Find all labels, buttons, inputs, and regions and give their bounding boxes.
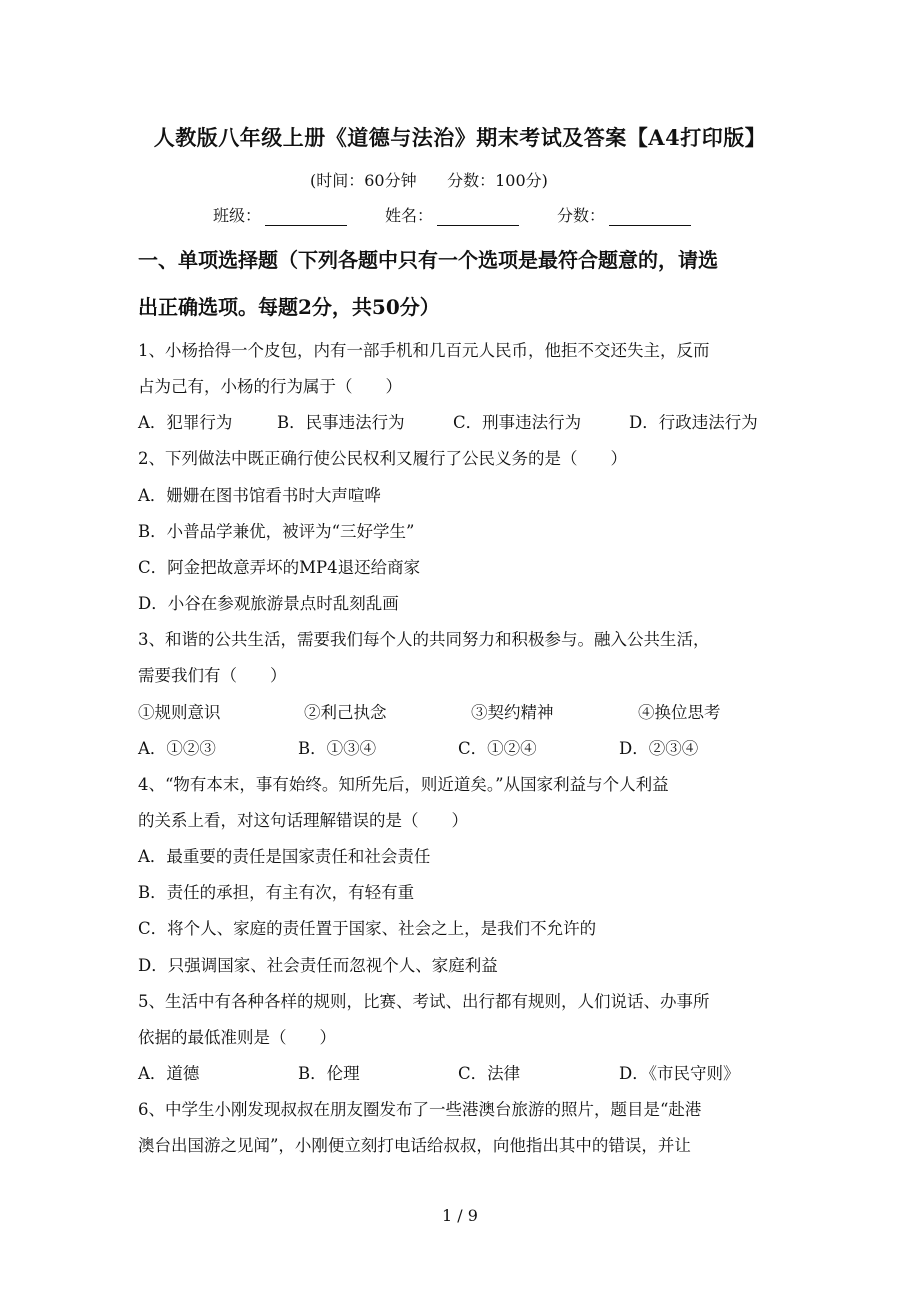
q4-option-d: D．只强调国家、社会责任而忽视个人、家庭利益 <box>138 956 498 975</box>
q3-item-1: ①规则意识 <box>138 703 221 722</box>
q4-stem-line2: 的关系上看，对这句话理解错误的是（ ） <box>138 811 468 830</box>
q4-stem-line1: 4、“物有本末，事有始终。知所先后，则近道矣。”从国家利益与个人利益 <box>138 775 669 794</box>
q1-stem-line2: 占为己有，小杨的行为属于（ ） <box>138 377 402 396</box>
section-heading-line2: 出正确选项。每题2分，共50分） <box>138 295 440 319</box>
q3-item-4: ④换位思考 <box>638 703 721 722</box>
q5-options <box>138 1060 739 1084</box>
q3-option-b: B．①③④ <box>298 739 377 758</box>
score-field <box>557 203 691 226</box>
q2-option-c: C．阿金把故意弄坏的MP4退还给商家 <box>138 558 421 577</box>
q2-stem-line1: 2、下列做法中既正确行使公民权利又履行了公民义务的是（ ） <box>138 449 627 468</box>
q1-option-c: C．刑事违法行为 <box>453 413 582 432</box>
exam-time: (时间：60分钟 <box>310 171 417 190</box>
q2-option-a: A．姗姗在图书馆看书时大声喧哗 <box>138 486 381 505</box>
q1-stem-line1: 1、小杨拾得一个皮包，内有一部手机和几百元人民币，他拒不交还失主，反而 <box>138 341 710 360</box>
q2-option-b: B．小普品学兼优，被评为“三好学生” <box>138 522 415 541</box>
q1-options <box>138 409 758 433</box>
name-label: 姓名： <box>385 206 434 225</box>
q2-option-d: D．小谷在参观旅游景点时乱刻乱画 <box>138 594 399 613</box>
q4-option-a: A．最重要的责任是国家责任和社会责任 <box>138 847 431 866</box>
q5-option-b: B．伦理 <box>298 1064 360 1083</box>
exam-total-score: 分数：100分) <box>447 171 548 190</box>
q5-stem-line1: 5、生活中有各种各样的规则，比赛、考试、出行都有规则，人们说话、办事所 <box>138 992 710 1011</box>
q3-option-d: D．②③④ <box>619 739 699 758</box>
class-blank <box>265 207 347 226</box>
exam-meta <box>310 168 548 191</box>
section-heading-line1: 一、单项选择题（下列各题中只有一个选项是最符合题意的，请选 <box>138 248 718 272</box>
q5-option-a: A．道德 <box>138 1064 200 1083</box>
q3-options <box>138 735 698 759</box>
q3-stem-line2: 需要我们有（ ） <box>138 666 287 685</box>
q4-option-b: B．责任的承担，有主有次，有轻有重 <box>138 883 415 902</box>
score-label: 分数： <box>557 206 606 225</box>
q3-option-c: C．①②④ <box>458 739 537 758</box>
q3-item-2: ②利己执念 <box>304 703 387 722</box>
page-title: 人教版八年级上册《道德与法治》期末考试及答案【A4打印版】 <box>153 125 767 150</box>
q1-option-d: D．行政违法行为 <box>629 413 758 432</box>
class-field <box>213 203 347 226</box>
class-label: 班级： <box>213 206 262 225</box>
q4-option-c: C．将个人、家庭的责任置于国家、社会之上，是我们不允许的 <box>138 919 597 938</box>
q5-stem-line2: 依据的最低准则是（ ） <box>138 1028 336 1047</box>
q5-option-c: C．法律 <box>458 1064 521 1083</box>
q6-stem-line2: 澳台出国游之见闻”，小刚便立刻打电话给叔叔，向他指出其中的错误，并让 <box>138 1136 691 1155</box>
page-number: 1 / 9 <box>442 1206 478 1225</box>
q6-stem-line1: 6、中学生小刚发现叔叔在朋友圈发布了一些港澳台旅游的照片，题目是“赴港 <box>138 1100 702 1119</box>
q1-option-b: B．民事违法行为 <box>277 413 405 432</box>
q3-items <box>138 699 721 723</box>
score-blank <box>609 207 691 226</box>
q3-item-3: ③契约精神 <box>471 703 554 722</box>
student-info-fields <box>213 203 729 226</box>
name-blank <box>437 207 519 226</box>
q1-option-a: A．犯罪行为 <box>138 413 233 432</box>
q5-option-d: D．《市民守则》 <box>619 1064 740 1083</box>
q3-stem-line1: 3、和谐的公共生活，需要我们每个人的共同努力和积极参与。融入公共生活， <box>138 630 710 649</box>
name-field <box>385 203 519 226</box>
q3-option-a: A．①②③ <box>138 739 216 758</box>
